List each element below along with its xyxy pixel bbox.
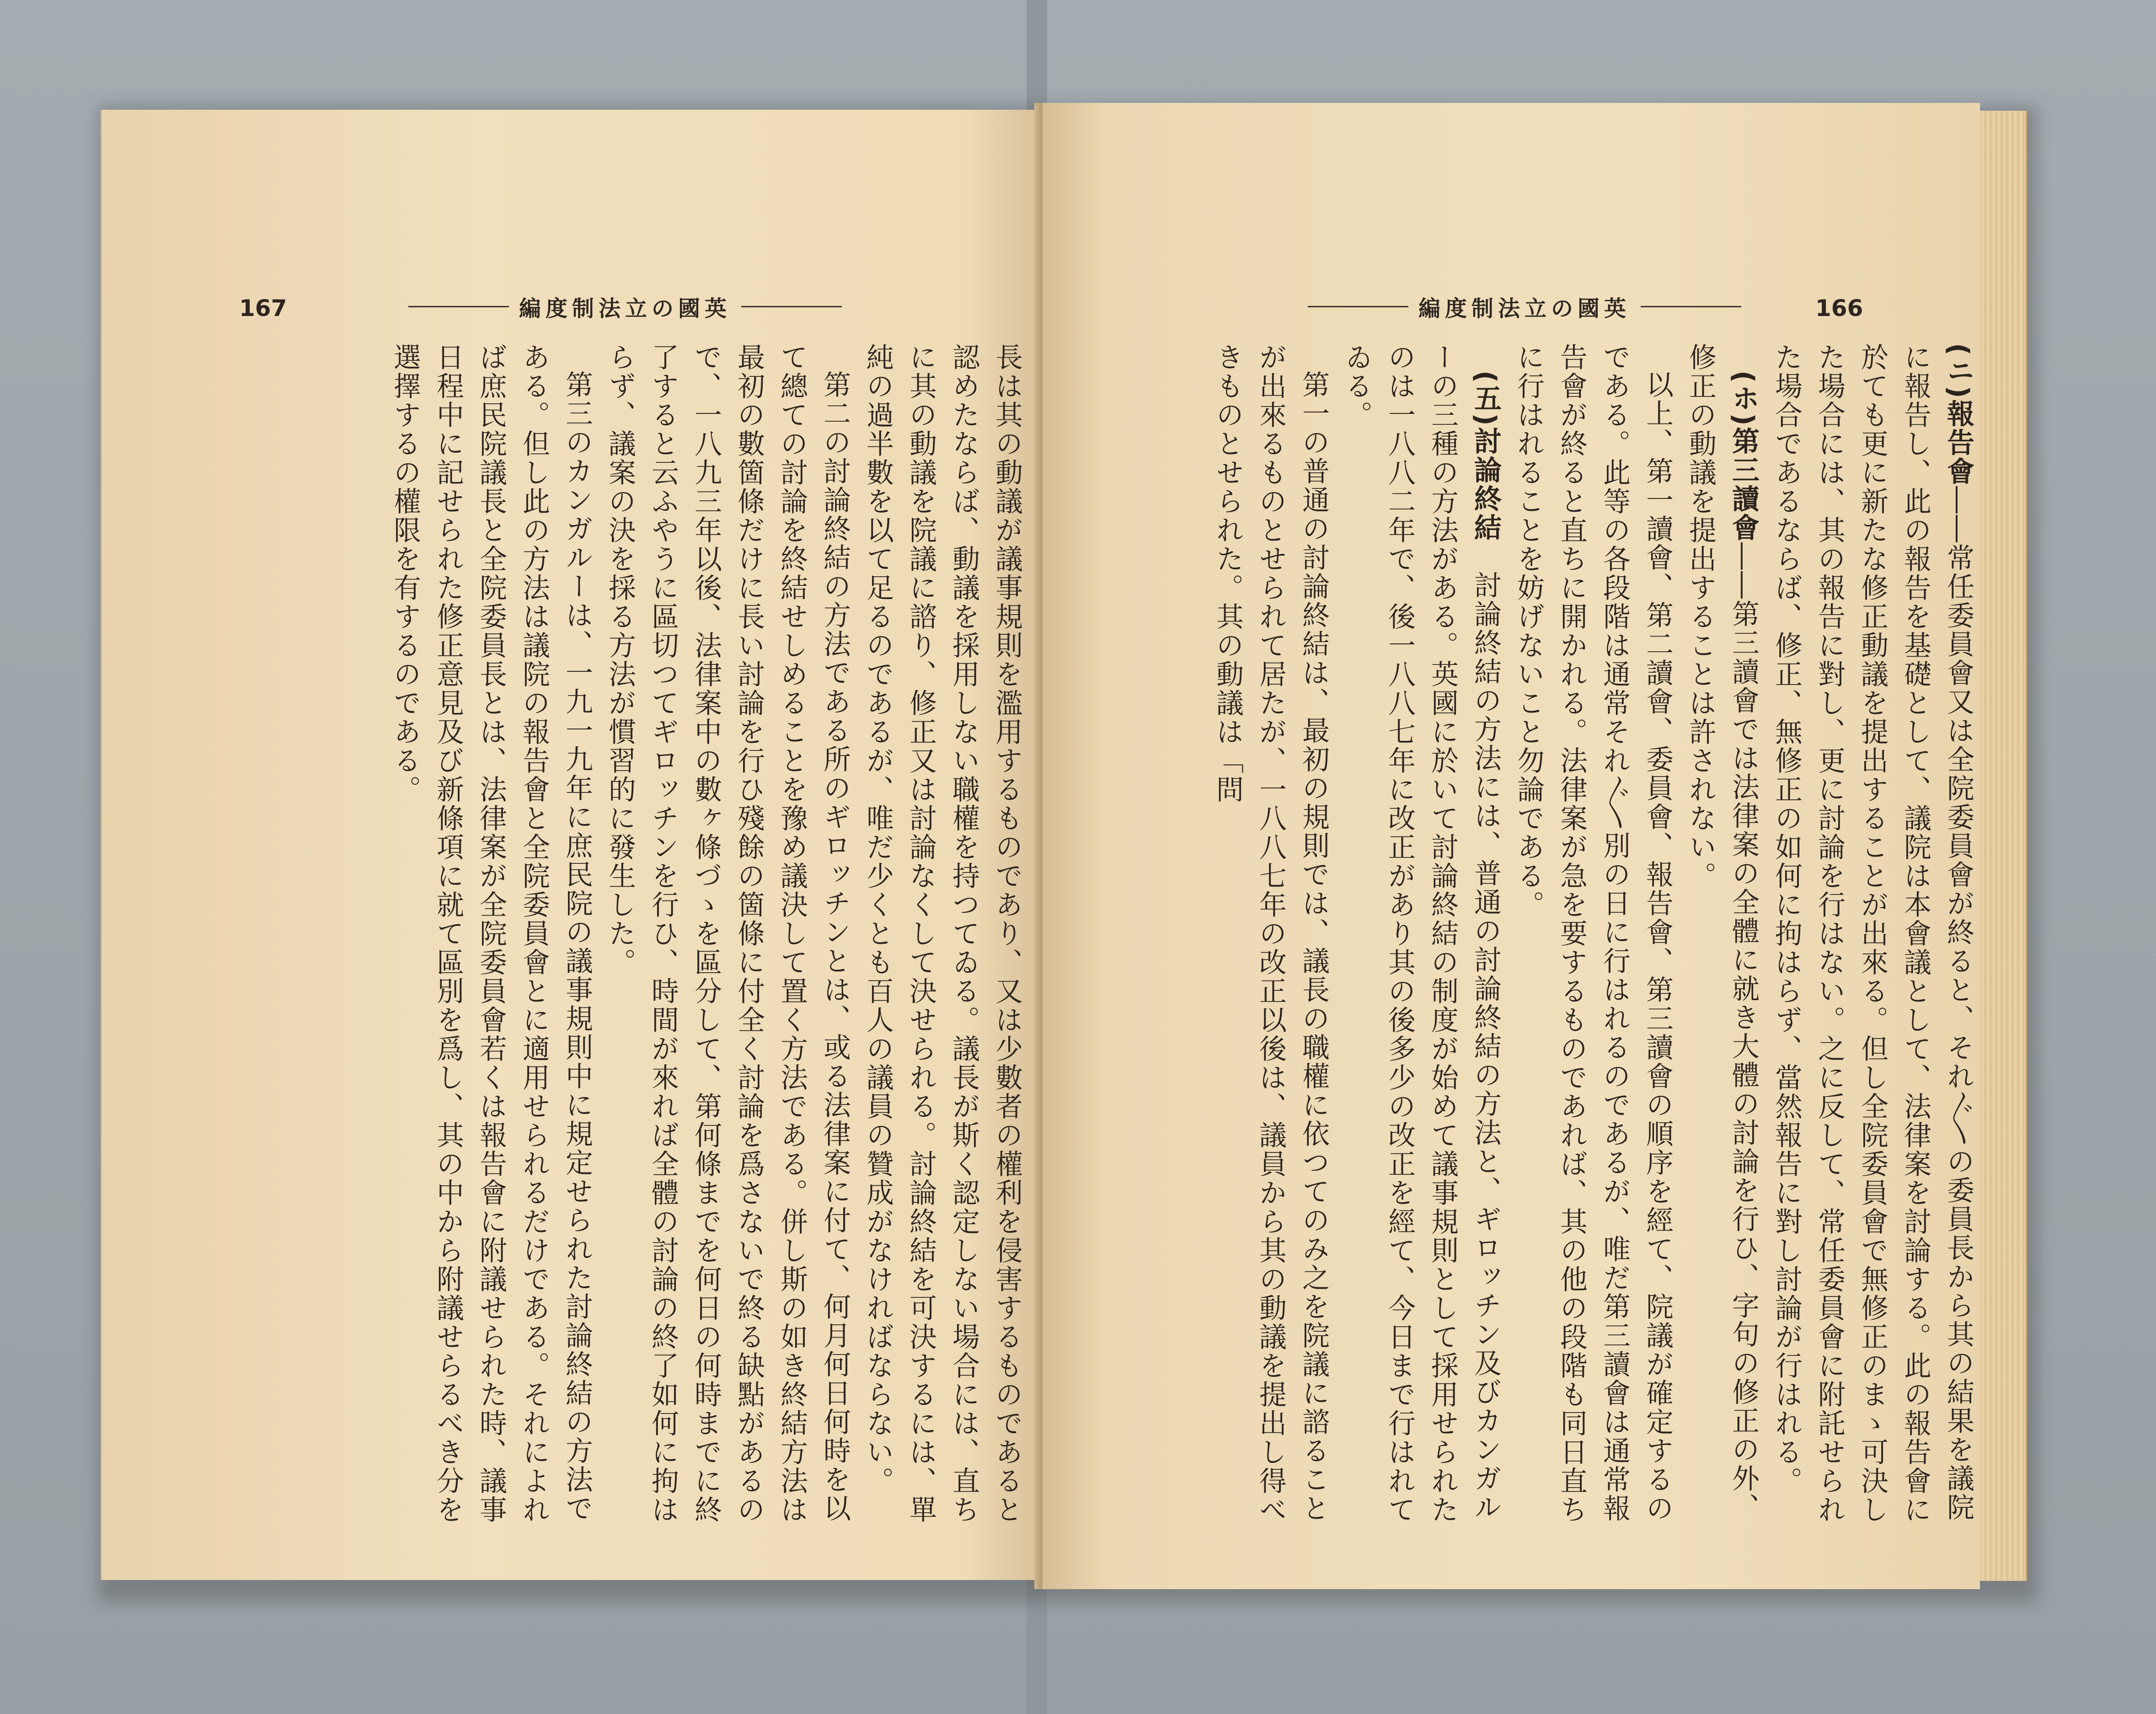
page-number: 166 <box>1815 295 1863 321</box>
header-rule-right <box>741 306 842 307</box>
paragraph: 第三のカンガルーは、一九一九年に庶民院の議事規則中に規定せられた討論終結の方法である。但し此の方法は議院の報告會と全院委員會とに適用せられるだけである。それによれば庶民院議長と全院委員長とは、法律案が全院委員會若くは報告會に附議せられた時、議事日程中に記せられた修正意見及び新條項に就て區別を爲し、其の中から附議せらるべき分を選擇するの權限を有するのである。 <box>389 343 593 1524</box>
paragraph <box>1679 343 1765 1541</box>
paragraph-text: 第一の普通の討論終結は、最初の規則では、議長の職權に依つてのみ之を院議に諮ることが出來るものとせられて居たが、一八八七年の改正以後は、議員から其の動議を提出し得べきものとせられた。其の動議は「問 <box>1212 343 1330 1524</box>
paragraph <box>1507 343 1679 1541</box>
paragraph: 長は其の動議が議事規則を濫用するものであり、又は少數者の權利を侵害するものであると認めたならば、動議を採用しない職權を持つてゐる。議長が斯く認定しない場合には、直ちに其の動議を院議に諮り、修正又は討論なくして決せられる。討論終結を可決するには、單純の過半數を以て足るのであるが、唯だ少くとも百人の議員の贊成がなければならない。 <box>862 343 1023 1524</box>
paragraph-text: 以上、第一讀會、第二讀會、委員會、報告會、第三讀會の順序を經て、院議が確定するのである。此等の各段階は通常それ〲別の日に行はれるのであるが、唯だ第三讀會は通常報告會が終ると直ちに開かれる。法律案が急を要するものであれば、其の他の段階も同日直ちに行はれることを妨げないこと勿論である。 <box>1513 343 1674 1524</box>
header-rule-right <box>1641 306 1741 307</box>
page-edges <box>1980 111 2027 1581</box>
paragraph-text: 討論終結の方法には、普通の討論終結の方法と、ギロッチン及びカンガルーの三種の方法がある。英國に於いて討論終結の制度が始めて議事規則として採用せられたのは一八八二年で、後一八八七年に改正があり其の後多少の改正を經て、今日まで行はれてゐる。 <box>1341 343 1502 1524</box>
header-title: 英國の立法制度編 <box>1418 295 1631 321</box>
section-heading: (ホ)第三讀會 <box>1728 370 1760 542</box>
header-title: 英國の立法制度編 <box>519 295 732 321</box>
right-page <box>1043 103 1980 1589</box>
paragraph <box>1765 343 1980 1541</box>
paragraph-text: ――常任委員會又は全院委員會が終ると、それ〲の委員長から其の結果を議院に報告し、此の報告を基礎として、議院は本會議として、法律案を討論する。此の報告會に於ても更に新たな修正動議を提出することが出來る。但し全院委員會で無修正のまゝ可決した場合には、其の報告に對し、更に討論を行はない。之に反して、常任委員會に附託せられた場合であるならば、修正、無修正の如何に拘はらず、當然報告に對し討論が行はれる。 <box>1771 343 1974 1524</box>
body-text <box>248 343 1071 1541</box>
left-page <box>101 110 1039 1580</box>
paragraph <box>1206 343 1335 1541</box>
running-header <box>1308 293 1741 320</box>
running-header <box>408 293 842 320</box>
body-text <box>1125 343 1980 1541</box>
page-number: 167 <box>239 295 287 321</box>
header-rule-left <box>408 306 509 307</box>
section-heading: (ニ)報告會 <box>1942 343 1974 486</box>
paragraph-text: ――第三讀會では法律案の全體に就き大體の討論を行ひ、字句の修正の外、修正の動議を提出することは許されない。 <box>1685 343 1760 1522</box>
header-rule-left <box>1308 306 1408 307</box>
section-heading: (五)討論終結 <box>1470 370 1502 542</box>
paragraph <box>1335 343 1507 1541</box>
paragraph: 第二の討論終結の方法である所のギロッチンとは、或る法律案に付て、何月何日何時を以て總ての討論を終結せしめることを豫め議決して置く方法である。併し斯の如き終結方法は最初の數箇條だけに長い討論を行ひ殘餘の箇條に付全く討論を爲さないで終る缺點があるので、一八九三年以後、法律案中の數ヶ條づゝを區分して、第何條までを何日の何時までに終了すると云ふやうに區切つてギロッチンを行ひ、時間が來れば全體の討論の終了如何に拘はらず、議案の決を採る方法が慣習的に發生した。 <box>604 343 851 1524</box>
